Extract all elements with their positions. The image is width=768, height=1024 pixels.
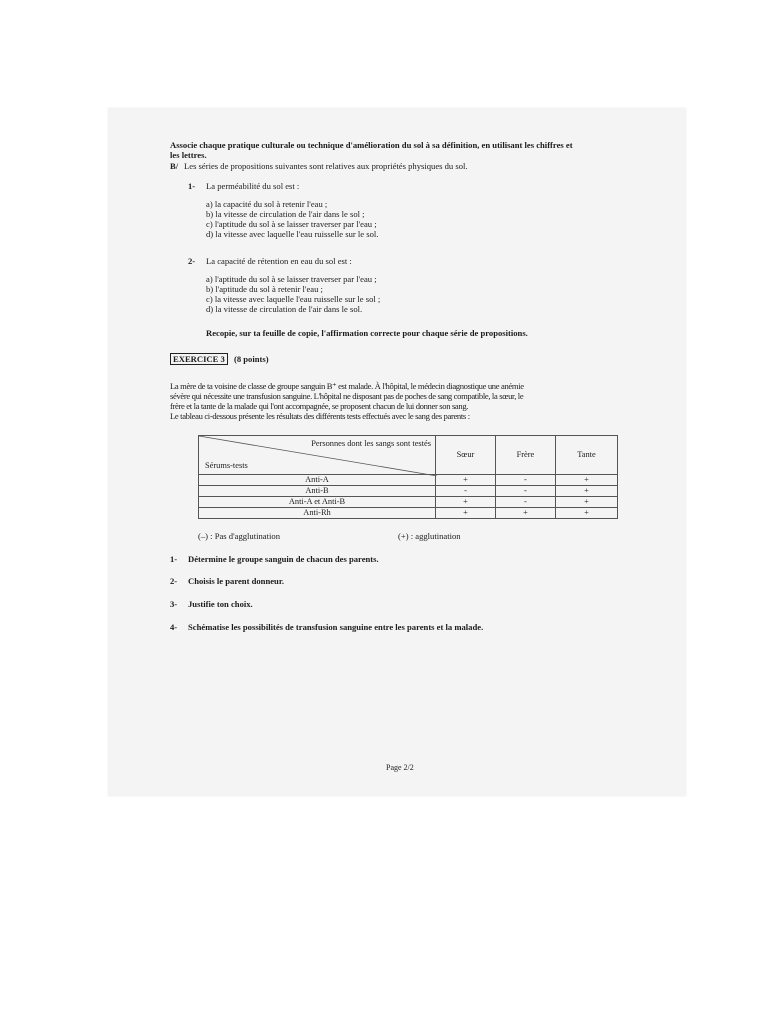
question-3-number: 3- <box>170 599 178 609</box>
exercise-points: (8 points) <box>233 354 269 364</box>
question-3-text: Justifie ton choix. <box>188 599 253 609</box>
page-number: Page 2/2 <box>386 763 414 772</box>
table-cell: + <box>555 508 617 519</box>
q2-option-b: b) l'aptitude du sol à retenir l'eau ; <box>206 284 323 294</box>
part-b-text: Les séries de propositions suivantes sont relatives aux propriétés physiques du sol. <box>184 161 468 171</box>
question-1-number: 1- <box>170 554 178 564</box>
exercise-heading <box>170 354 269 364</box>
instruction: Recopie, sur ta feuille de copie, l'affirmation correcte pour chaque série de propositions. <box>206 328 528 338</box>
q1-title: La perméabilité du sol est : <box>206 181 300 191</box>
legend-negative: (–) : Pas d'agglutination <box>198 531 280 541</box>
q2-number: 2- <box>188 256 196 266</box>
legend-positive: (+) : agglutination <box>398 531 461 541</box>
table-row <box>199 497 618 508</box>
results-table <box>198 435 618 519</box>
table-cell: + <box>436 475 496 486</box>
table-cell: + <box>495 508 555 519</box>
table-cell: - <box>495 486 555 497</box>
question-4-number: 4- <box>170 622 178 632</box>
table-cell: + <box>436 497 496 508</box>
intro-line-1: Associe chaque pratique culturale ou technique d'amélioration du sol à sa définition, en utilisant les chiffres et <box>170 140 573 150</box>
exercise-text-2: sévère qui nécessite une transfusion sanguine. L'hôpital ne disposant pas de poches de sang compatible, la sœur, le <box>170 391 524 401</box>
q1-option-c: c) l'aptitude du sol à se laisser traverser par l'eau ; <box>206 219 377 229</box>
table-corner-cell <box>199 436 436 475</box>
q1-option-d: d) la vitesse avec laquelle l'eau ruisselle sur le sol. <box>206 229 379 239</box>
q2-title: La capacité de rétention en eau du sol est : <box>206 256 352 266</box>
exercise-text-3: frère et la tante de la malade qui l'ont accompagnée, se proposent chacun de lui donner son sang. <box>170 401 469 411</box>
table-cell: + <box>436 508 496 519</box>
table-row <box>199 475 618 486</box>
question-2-number: 2- <box>170 576 178 586</box>
row-label: Anti-A et Anti-B <box>199 497 436 508</box>
table-cell: + <box>555 486 617 497</box>
q2-option-d: d) la vitesse de circulation de l'air dans le sol. <box>206 304 363 314</box>
table-row <box>199 508 618 519</box>
table-cell: + <box>555 497 617 508</box>
table-cell: - <box>495 475 555 486</box>
row-label: Anti-Rh <box>199 508 436 519</box>
q1-option-a: a) la capacité du sol à retenir l'eau ; <box>206 199 328 209</box>
document-page <box>108 108 686 796</box>
exercise-title: EXERCICE 3 <box>170 353 228 365</box>
question-2-text: Choisis le parent donneur. <box>188 576 284 586</box>
table-header-row <box>199 436 618 475</box>
intro-line-2: les lettres. <box>170 150 207 160</box>
exercise-text-4: Le tableau ci-dessous présente les résultats des différents tests effectués avec le sang des parents : <box>170 411 470 421</box>
q1-number: 1- <box>188 181 196 191</box>
exercise-text-1: La mère de ta voisine de classe de groupe sanguin B⁺ est malade. À l'hôpital, le médecin diagnostique une anémie <box>170 381 524 391</box>
q1-option-b: b) la vitesse de circulation de l'air dans le sol ; <box>206 209 365 219</box>
table-cell: + <box>555 475 617 486</box>
table-row <box>199 486 618 497</box>
question-4-text: Schématise les possibilités de transfusion sanguine entre les parents et la malade. <box>188 622 484 632</box>
column-header-frere: Frère <box>495 436 555 475</box>
table-cell: - <box>436 486 496 497</box>
column-header-soeur: Sœur <box>436 436 496 475</box>
column-header-tante: Tante <box>555 436 617 475</box>
q2-option-c: c) la vitesse avec laquelle l'eau ruisselle sur le sol ; <box>206 294 381 304</box>
q2-option-a: a) l'aptitude du sol à se laisser traverser par l'eau ; <box>206 274 377 284</box>
corner-top-label: Personnes dont les sangs sont testés <box>311 439 431 448</box>
table-cell: - <box>495 497 555 508</box>
row-label: Anti-B <box>199 486 436 497</box>
question-1-text: Détermine le groupe sanguin de chacun des parents. <box>188 554 379 564</box>
row-label: Anti-A <box>199 475 436 486</box>
corner-bottom-label: Sérums-tests <box>205 461 248 470</box>
part-b-label: B/ <box>170 161 179 171</box>
